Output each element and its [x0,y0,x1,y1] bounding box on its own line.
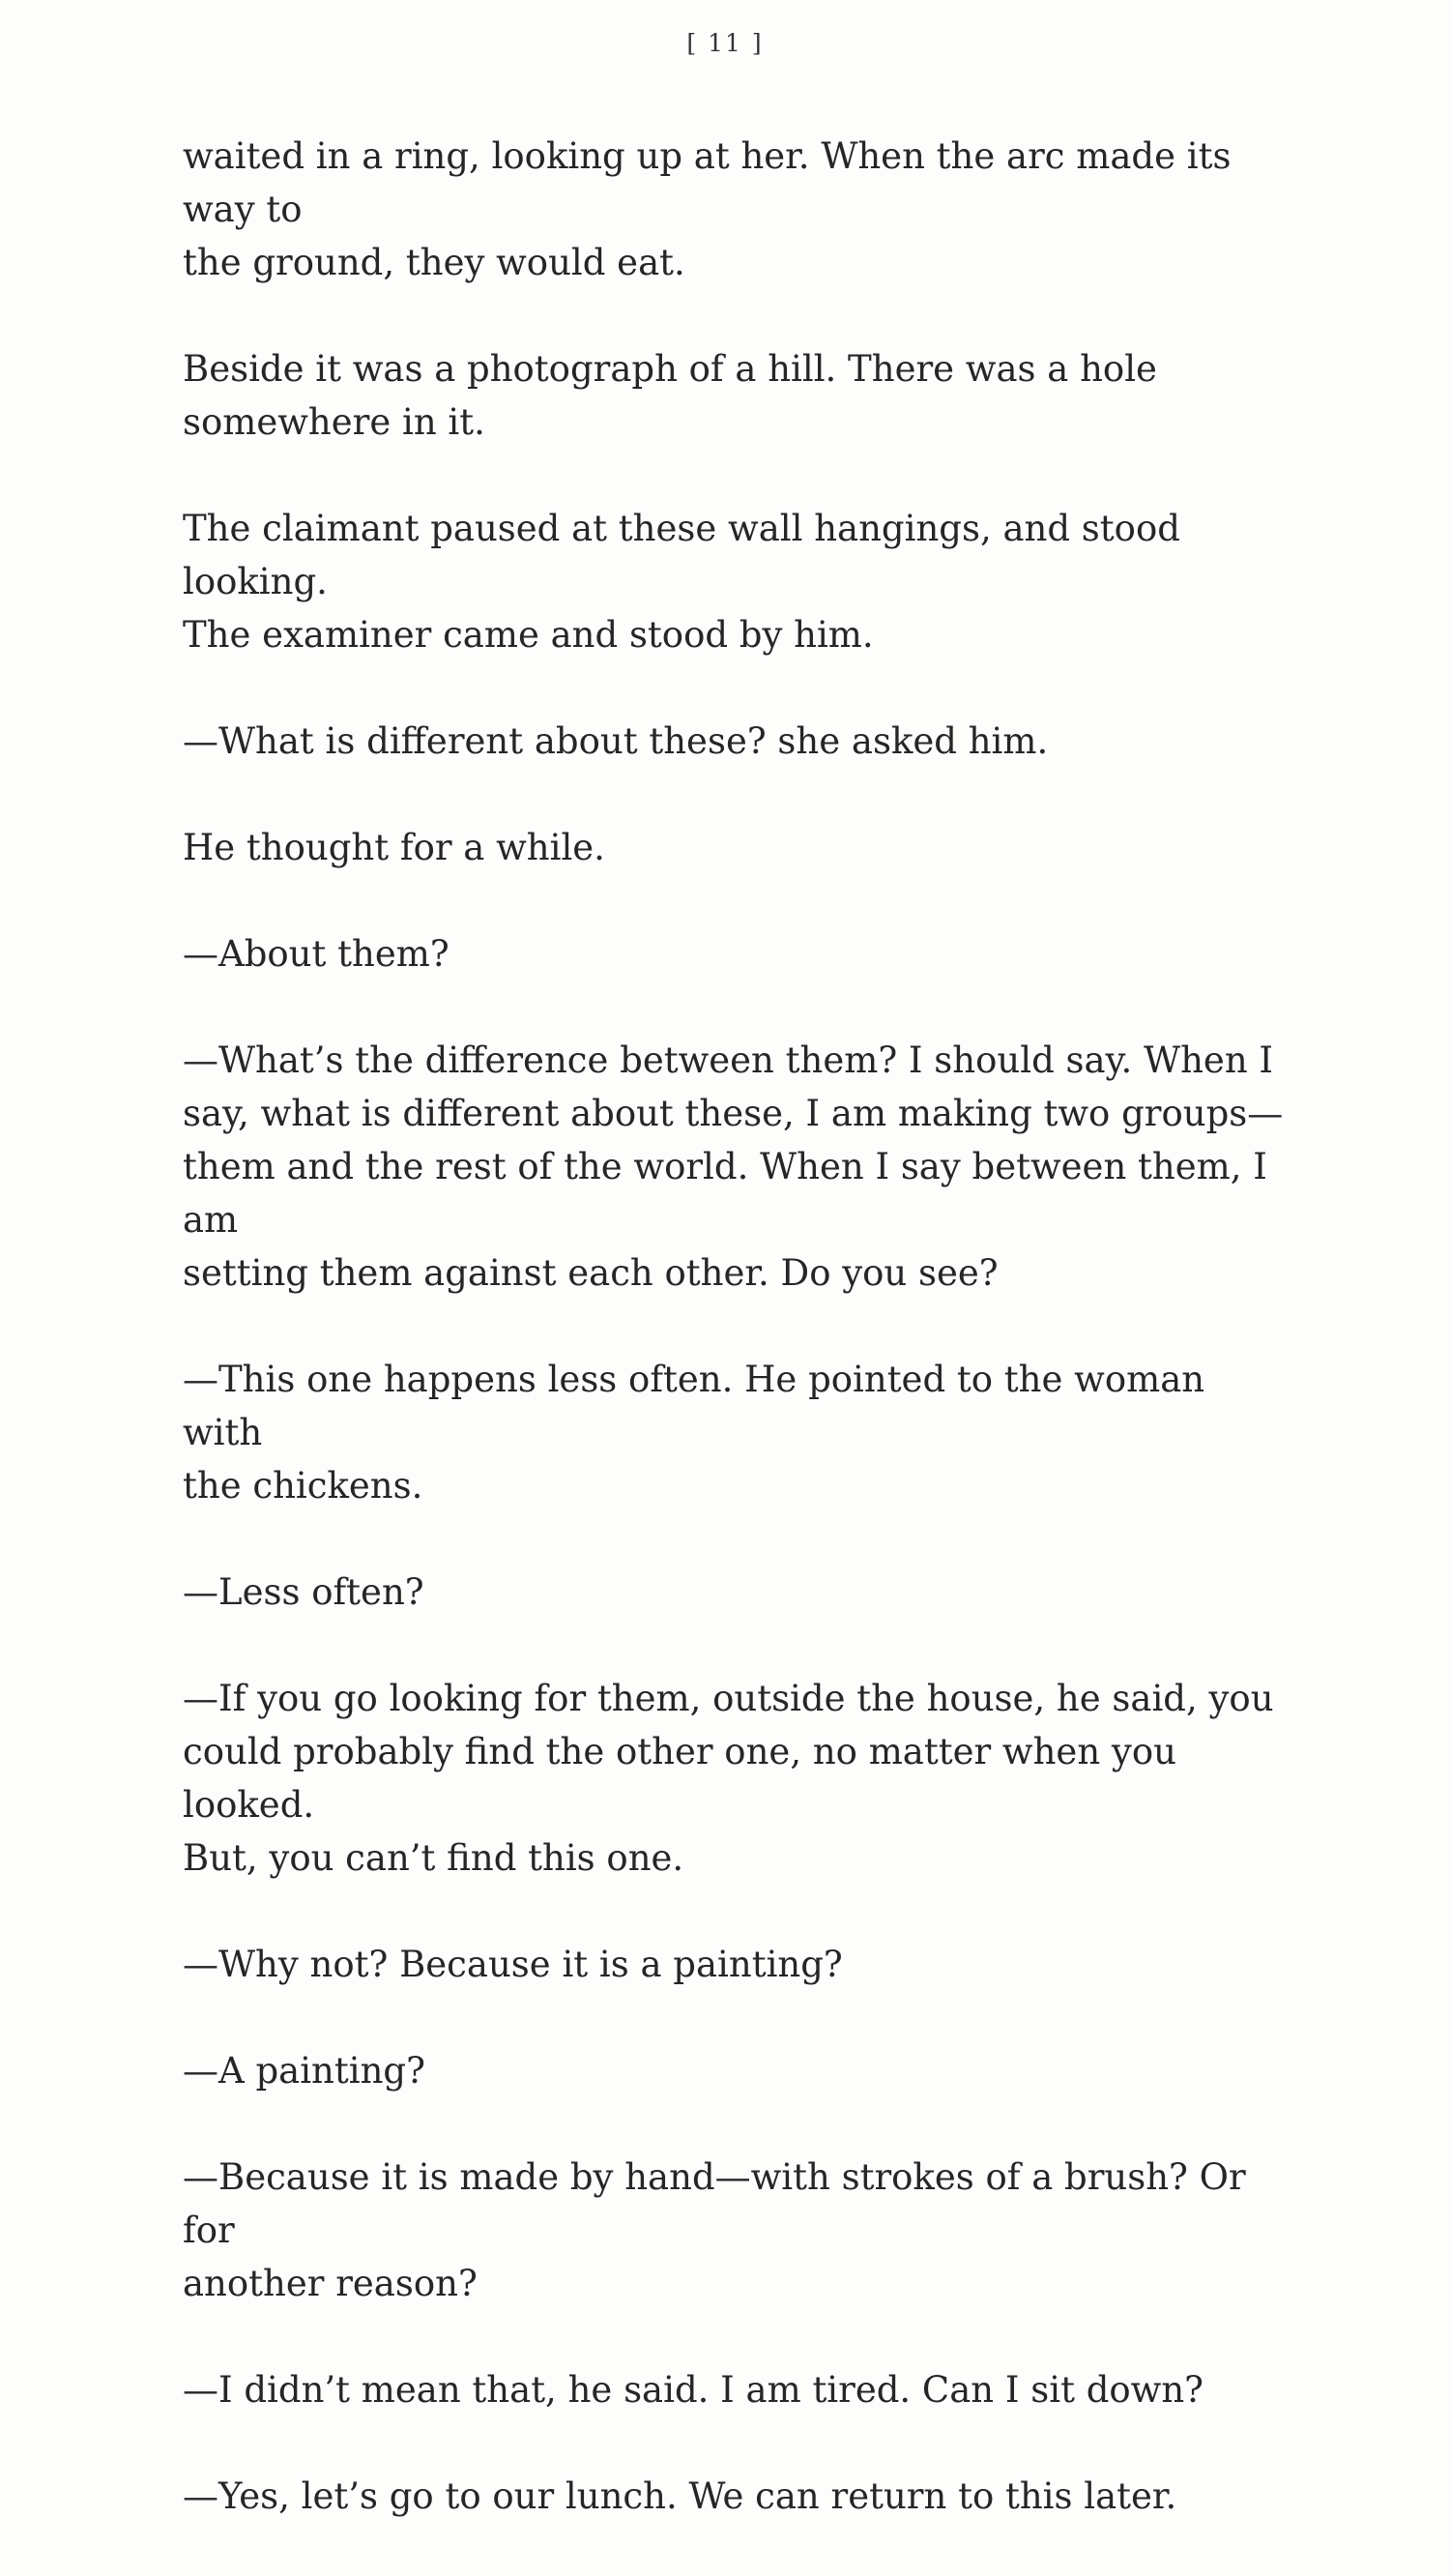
paragraph: —Yes, let’s go to our lunch. We can return to this later. [183,2475,1177,2517]
paragraph: —About them? [183,933,450,975]
page-number: [ 11 ] [686,29,764,57]
paragraph: waited in a ring, looking up at her. When the arc made its way to the ground, they would eat. [183,135,1232,283]
paragraph: He thought for a while. [183,827,605,868]
paragraph: —A painting? [183,2050,425,2092]
paragraph: —What is different about these? she asked him. [183,720,1049,762]
paragraph: The claimant paused at these wall hangings, and stood looking. The examiner came and stood by him. [183,508,1180,656]
paragraph: —This one happens less often. He pointed to the woman with the chickens. [183,1359,1205,1507]
paragraph: —I didn’t mean that, he said. I am tired. Can I sit down? [183,2369,1204,2411]
paragraph: Beside it was a photograph of a hill. There was a hole somewhere in it. [183,348,1157,443]
paragraph: —What’s the difference between them? I should say. When I say, what is different about these, I am making two groups— them and the rest of the world. When I say between them, I am setting them against each other. Do you see? [183,1039,1284,1294]
paragraph: —Because it is made by hand—with strokes of a brush? Or for another reason? [183,2156,1246,2304]
paragraph: —Why not? Because it is a painting? [183,1944,843,1985]
body-text [183,130,1294,2576]
paragraph: —Less often? [183,1571,424,1613]
paragraph: —If you go looking for them, outside the house, he said, you could probably find the other one, no matter when you looked. But, you can’t find this one. [183,1678,1274,1879]
